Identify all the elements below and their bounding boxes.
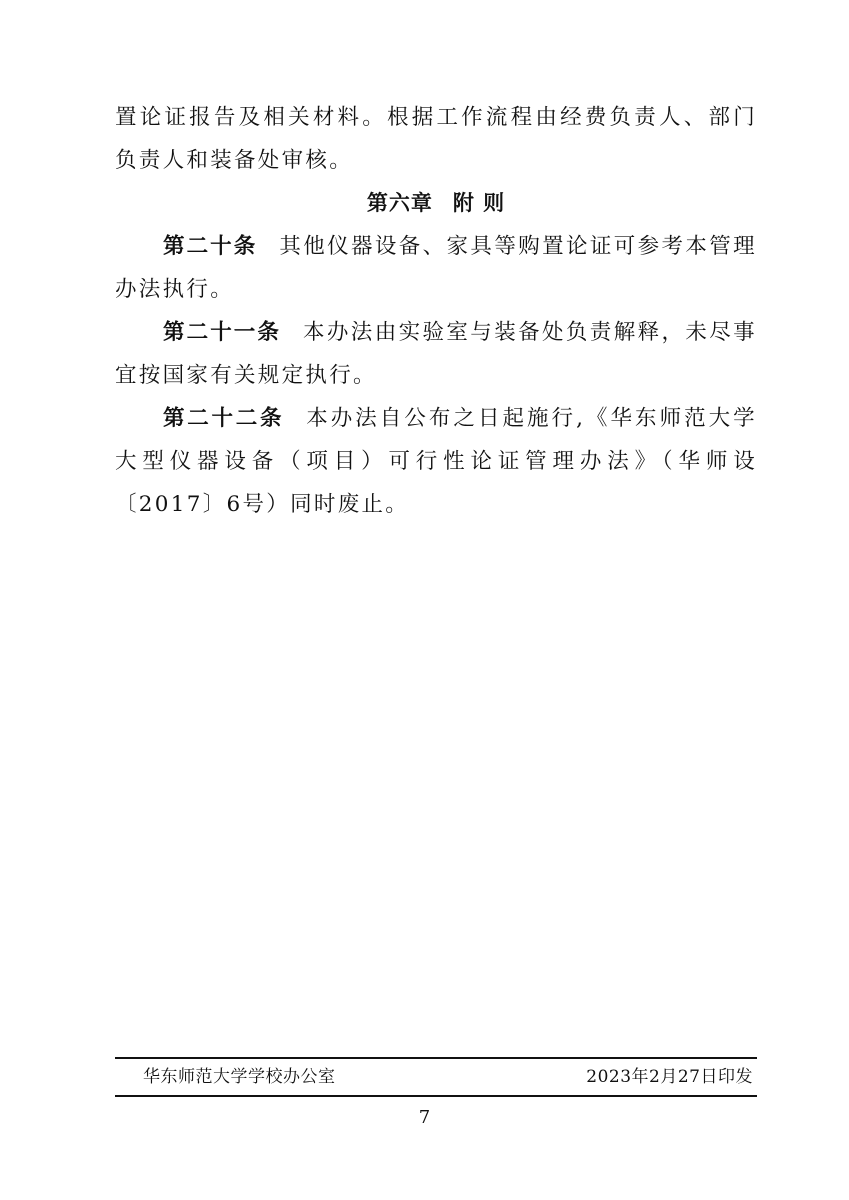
- chapter-title: 附 则: [452, 191, 506, 215]
- article-22: [115, 397, 757, 526]
- article-20: [115, 225, 757, 311]
- chapter-heading: [115, 182, 757, 225]
- chapter-number: 第六章: [366, 191, 433, 215]
- article-number: 第二十条: [163, 234, 258, 259]
- footer-issuer: 华东师范大学学校办公室: [143, 1067, 336, 1087]
- page-number: 7: [418, 1107, 431, 1128]
- document-body: [115, 96, 757, 526]
- article-number: 第二十一条: [163, 320, 281, 345]
- article-21: [115, 311, 757, 397]
- article-text: 本办法由实验室与装备处负责解释，未尽事宜按国家有关规定执行。: [115, 320, 757, 388]
- footer-issue-date: 2023年2月27日印发: [586, 1067, 753, 1087]
- article-text: 其他仪器设备、家具等购置论证可参考本管理办法执行。: [115, 234, 757, 302]
- footer-imprint: [115, 1060, 757, 1094]
- footer-bottom-rule: [115, 1095, 757, 1097]
- footer-top-rule: [115, 1057, 757, 1059]
- article-number: 第二十二条: [163, 406, 285, 431]
- continuation-paragraph: 置论证报告及相关材料。根据工作流程由经费负责人、部门负责人和装备处审核。: [115, 105, 757, 173]
- article-text: 本办法自公布之日起施行,《华东师范大学大型仪器设备（项目）可行性论证管理办法》（华师设〔2017〕6号）同时废止。: [115, 406, 757, 517]
